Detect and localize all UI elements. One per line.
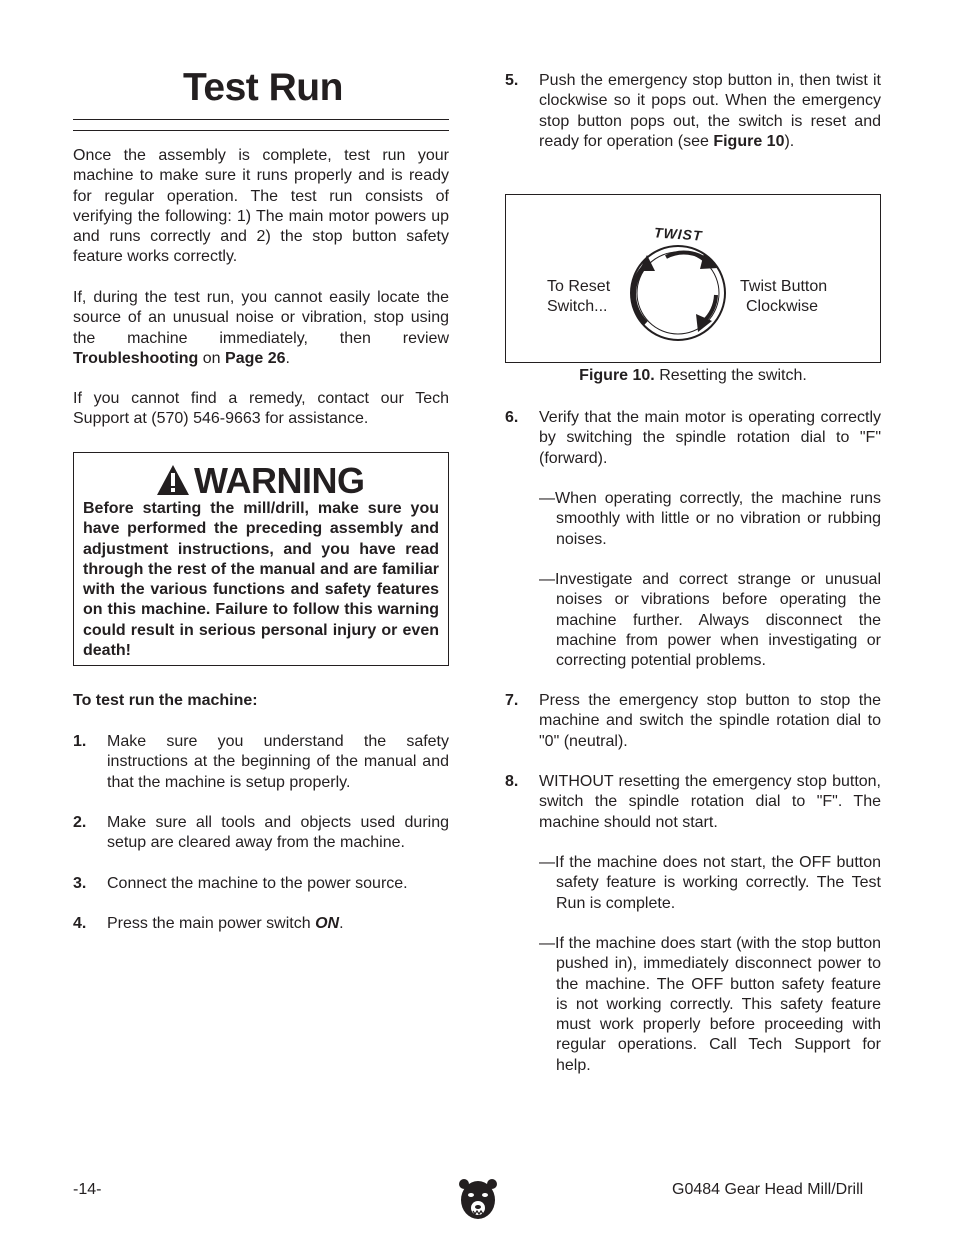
page-title: Test Run bbox=[183, 66, 343, 109]
step-2 bbox=[73, 813, 449, 854]
step-number: 2. bbox=[73, 814, 87, 831]
warning-box bbox=[73, 452, 449, 666]
figure-ref: Figure 10 bbox=[713, 132, 785, 150]
step-text: Make sure all tools and objects used during setup are cleared away from the machine. bbox=[107, 814, 449, 852]
page-number: -14- bbox=[73, 1181, 102, 1198]
step-number: 3. bbox=[73, 875, 87, 892]
on-emphasis: ON bbox=[315, 915, 340, 932]
step-8 bbox=[505, 772, 881, 833]
step-7 bbox=[505, 691, 881, 752]
step-8-note-2 bbox=[539, 934, 881, 1076]
warning-text: Before starting the mill/drill, make sure you have performed the preceding assembly and adjustment instructions, and you have read through the rest of the manual and are familiar with the various functions and safety features on this machine. Failure to follow this warning could result in serious personal injury or even death! bbox=[83, 500, 439, 660]
step-3 bbox=[73, 874, 449, 894]
page-ref: Page 26 bbox=[225, 349, 286, 367]
step-number: 8. bbox=[505, 773, 519, 790]
figure-caption-label: Figure 10. bbox=[579, 367, 655, 384]
clockwise-label-line-1: Twist Button bbox=[740, 278, 828, 295]
intro-paragraph-2 bbox=[73, 288, 449, 369]
warning-heading-text: WARNING bbox=[194, 460, 365, 501]
step-text: Press the emergency stop button to stop the machine and switch the spindle rotation dial to "0" (neutral). bbox=[539, 692, 881, 750]
step-note-text: —Investigate and correct strange or unusual noises or vibrations before operating the machine further. Always disconnect the machine from power when investigating or correcting potential problems. bbox=[539, 571, 881, 670]
step-text: Make sure you understand the safety instructions at the beginning of the manual and that the machine is setup properly. bbox=[107, 733, 449, 791]
warning-triangle-icon bbox=[156, 464, 190, 496]
reset-label-line-2: Switch... bbox=[547, 298, 608, 315]
warning-heading bbox=[156, 461, 366, 499]
title-rule-bottom bbox=[73, 130, 449, 131]
figure-10 bbox=[505, 194, 881, 363]
step-6-note-1 bbox=[539, 489, 881, 550]
model-name: G0484 Gear Head Mill/Drill bbox=[672, 1181, 864, 1198]
twist-label: TWIST bbox=[653, 224, 704, 244]
step-number: 4. bbox=[73, 915, 87, 932]
step-note-text: —When operating correctly, the machine runs smoothly with little or no vibration or rubbing noises. bbox=[539, 490, 881, 548]
step-note-text: —If the machine does start (with the stop button pushed in), immediately disconnect power to the machine. The OFF button safety feature is not working correctly. This safety feature must work properly before proceeding with regular operations. Call Tech Support for help. bbox=[539, 935, 881, 1074]
intro-text-2: If, during the test run, you cannot easily locate the source of an unusual noise or vibration, stop using the machine immediately, then review Troubleshooting on Page 26. bbox=[73, 289, 449, 367]
procedure-heading: To test run the machine: bbox=[73, 692, 258, 709]
step-1 bbox=[73, 732, 449, 793]
figure-caption bbox=[505, 366, 881, 386]
figure-caption-text: Resetting the switch. bbox=[654, 367, 807, 384]
intro-text-1: Once the assembly is complete, test run your machine to make sure it runs properly and is ready for regular operation. The test run consists of verifying the following: 1) The main motor powers up and runs correctly and 2) the stop button safety feature works correctly. bbox=[73, 147, 449, 266]
step-4 bbox=[73, 914, 449, 934]
step-5 bbox=[505, 71, 881, 152]
step-text: Press the main power switch ON. bbox=[107, 915, 344, 932]
step-number: 1. bbox=[73, 733, 87, 750]
step-6-note-2 bbox=[539, 570, 881, 671]
step-note-text: —If the machine does not start, the OFF button safety feature is working correctly. The Test Run is complete. bbox=[539, 854, 881, 912]
step-number: 5. bbox=[505, 72, 519, 89]
step-number: 6. bbox=[505, 409, 519, 426]
title-rule-top bbox=[73, 119, 449, 120]
step-text: Connect the machine to the power source. bbox=[107, 875, 408, 892]
step-8-note-1 bbox=[539, 853, 881, 914]
troubleshooting-ref: Troubleshooting bbox=[73, 349, 199, 367]
step-text: Verify that the main motor is operating correctly by switching the spindle rotation dial to "F" (forward). bbox=[539, 409, 881, 467]
step-6 bbox=[505, 408, 881, 469]
step-text: Push the emergency stop button in, then twist it clockwise so it pops out. When the emergency stop button pops out, the switch is reset and ready for operation (see Figure 10). bbox=[539, 72, 881, 150]
intro-text-3: If you cannot find a remedy, contact our Tech Support at (570) 546-9663 for assistance. bbox=[73, 390, 449, 428]
intro-paragraph-1 bbox=[73, 146, 449, 268]
step-number: 7. bbox=[505, 692, 519, 709]
bear-logo-icon bbox=[458, 1178, 498, 1222]
reset-label-line-1: To Reset bbox=[547, 278, 611, 295]
clockwise-label-line-2: Clockwise bbox=[746, 298, 819, 315]
step-text: WITHOUT resetting the emergency stop button, switch the spindle rotation dial to "F". The machine should not start. bbox=[539, 773, 881, 831]
intro-paragraph-3 bbox=[73, 389, 449, 430]
